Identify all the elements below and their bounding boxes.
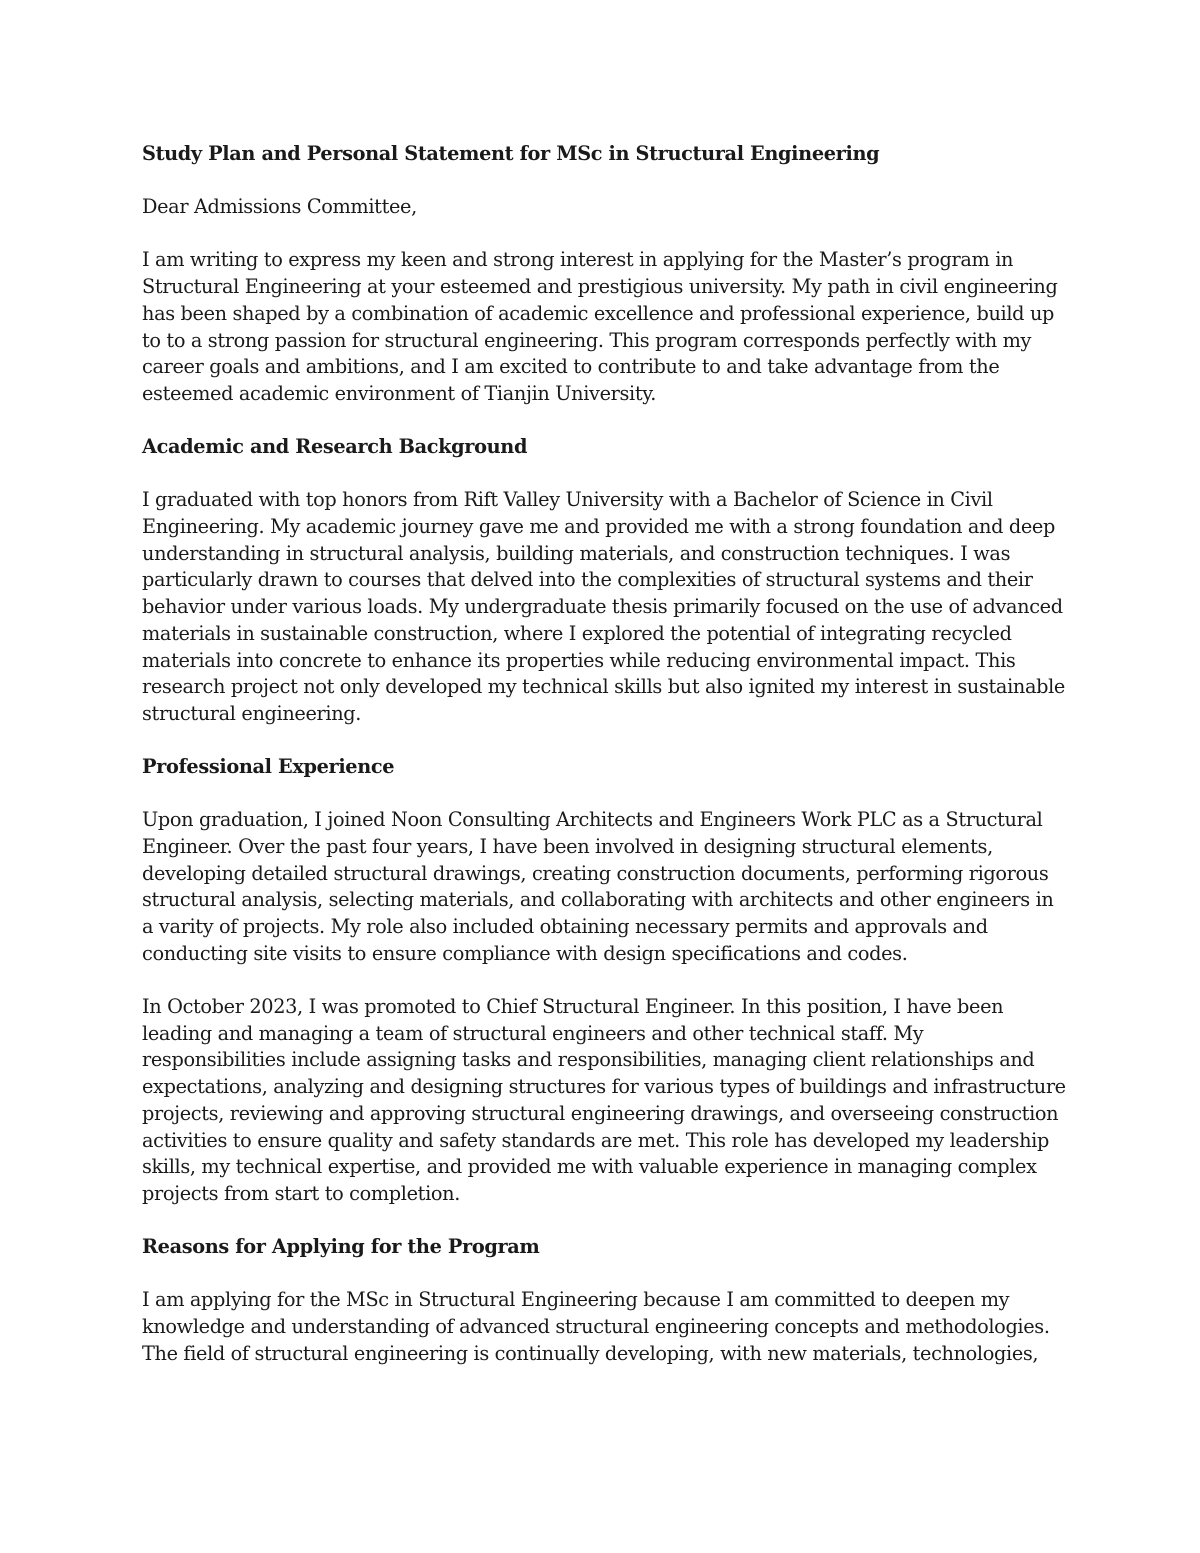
salutation: Dear Admissions Committee, <box>142 195 417 219</box>
document-body <box>142 141 1067 1394</box>
section-heading-academic: Academic and Research Background <box>142 435 528 459</box>
reasons-paragraph: I am applying for the MSc in Structural Engineering because I am committed to deepen my knowledge and understanding of advanced structural engineering concepts and methodologies. The field of structural engineering is continually developing, with new materials, technologies, <box>142 1288 1050 1365</box>
section-heading-reasons: Reasons for Applying for the Program <box>142 1235 540 1259</box>
professional-paragraph-1: Upon graduation, I joined Noon Consulting Architects and Engineers Work PLC as a Structural Engineer. Over the past four years, I have been involved in designing structural elements, developing detailed structural drawings, creating construction documents, performing rigorous structural analysis, selecting materials, and collaborating with architects and other engineers in a varity of projects. My role also included obtaining necessary permits and approvals and conducting site visits to ensure compliance with design specifications and codes. <box>142 808 1054 965</box>
intro-paragraph: I am writing to express my keen and strong interest in applying for the Master’s program in Structural Engineering at your esteemed and prestigious university. My path in civil engineering has been shaped by a combination of academic excellence and professional experience, build up to to a strong passion for structural engineering. This program corresponds perfectly with my career goals and ambitions, and I am excited to contribute to and take advantage from the esteemed academic environment of Tianjin University. <box>142 248 1058 405</box>
academic-paragraph: I graduated with top honors from Rift Valley University with a Bachelor of Science in Civil Engineering. My academic journey gave me and provided me with a strong foundation and deep understanding in structural analysis, building materials, and construction techniques. I was particularly drawn to courses that delved into the complexities of structural systems and their behavior under various loads. My undergraduate thesis primarily focused on the use of advanced materials in sustainable construction, where I explored the potential of integrating recycled materials into concrete to enhance its properties while reducing environmental impact. This research project not only developed my technical skills but also ignited my interest in sustainable structural engineering. <box>142 488 1065 725</box>
section-heading-professional: Professional Experience <box>142 755 395 779</box>
professional-paragraph-2: In October 2023, I was promoted to Chief Structural Engineer. In this position, I have been leading and managing a team of structural engineers and other technical staff. My responsibilities include assigning tasks and responsibilities, managing client relationships and expectations, analyzing and designing structures for various types of buildings and infrastructure projects, reviewing and approving structural engineering drawings, and overseeing construction activities to ensure quality and safety standards are met. This role has developed my leadership skills, my technical expertise, and provided me with valuable experience in managing complex projects from start to completion. <box>142 995 1066 1205</box>
document-title: Study Plan and Personal Statement for MSc in Structural Engineering <box>142 142 880 165</box>
